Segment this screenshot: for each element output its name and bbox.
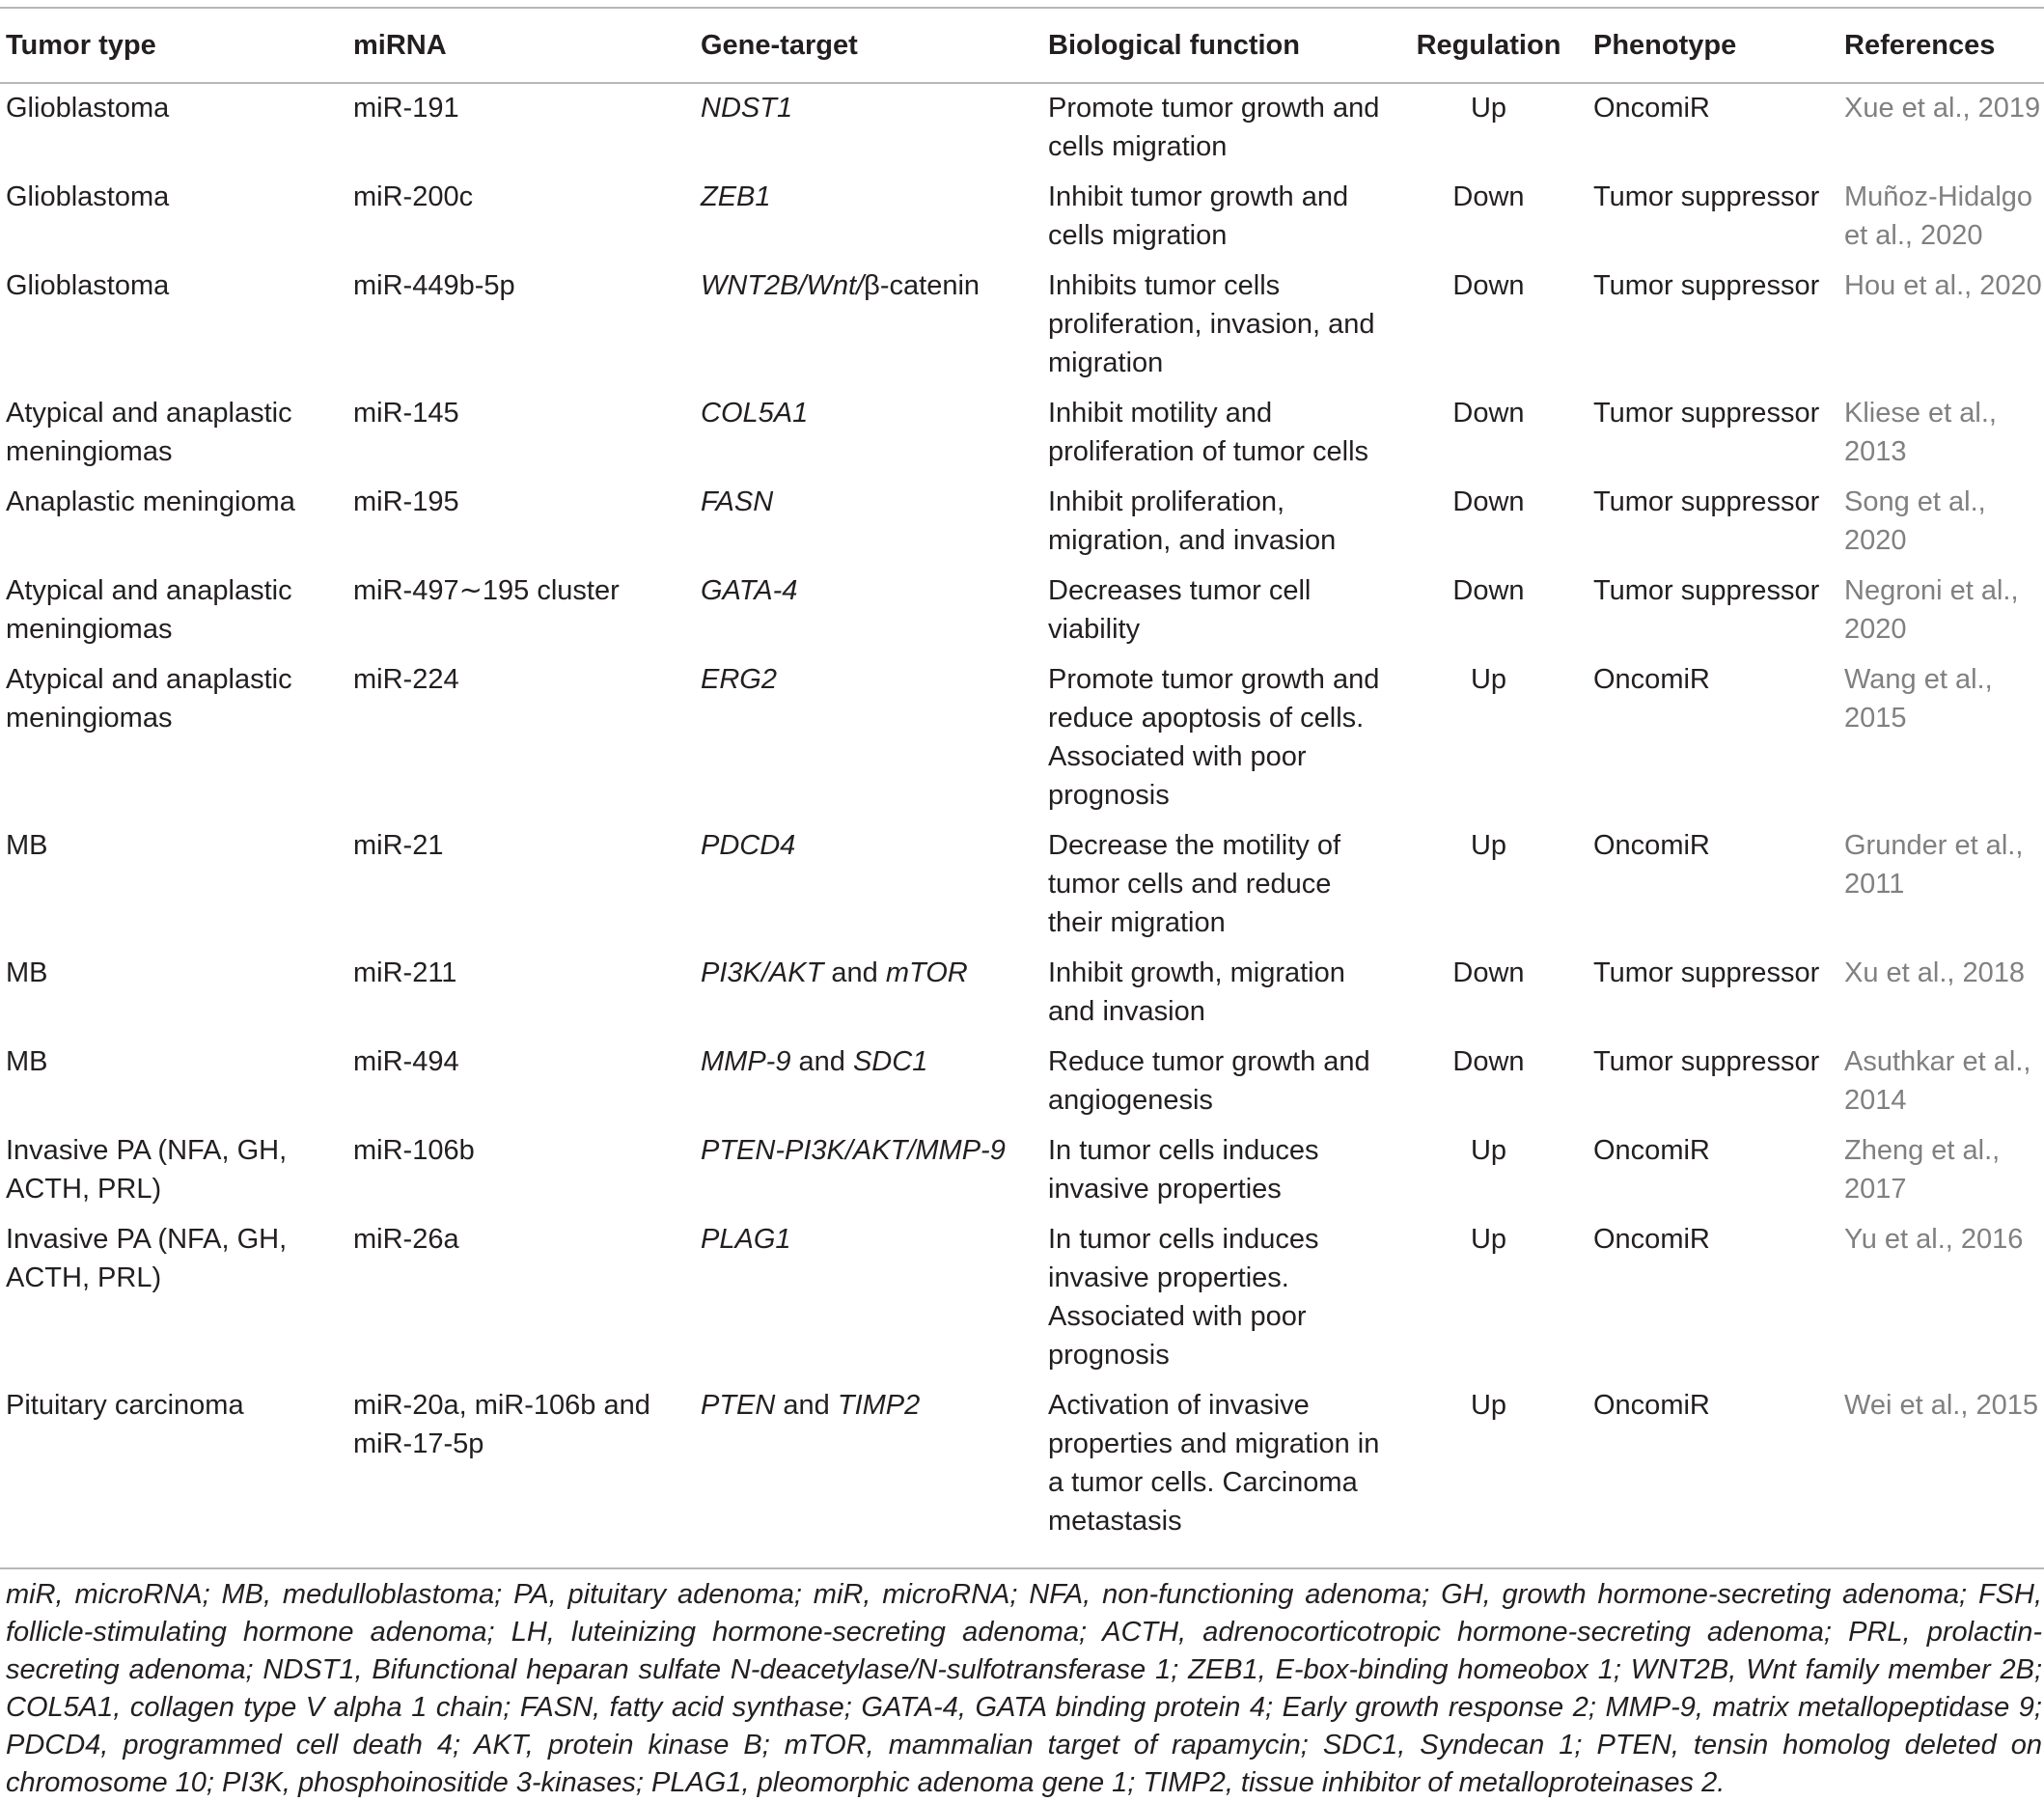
cell-phenotype: Tumor suppressor bbox=[1593, 486, 1820, 517]
cell-phenotype: Tumor suppressor bbox=[1593, 575, 1820, 606]
cell-biological-function: Inhibit proliferation, migration, and invasion bbox=[1048, 486, 1337, 556]
cell-gene-target: ERG2 bbox=[701, 664, 777, 695]
cell-phenotype: Tumor suppressor bbox=[1593, 270, 1820, 301]
cell-tumor-type: Glioblastoma bbox=[6, 93, 170, 124]
cell-biological-function: Promote tumor growth and cells migration bbox=[1048, 93, 1380, 162]
cell-regulation: Down bbox=[1452, 575, 1525, 606]
header-phenotype: Phenotype bbox=[1588, 8, 1838, 83]
gene-target-part: WNT2B/Wnt/ bbox=[701, 270, 865, 301]
cell-mirna: miR-21 bbox=[353, 830, 444, 861]
gene-target-conjunction: and bbox=[783, 1390, 830, 1421]
cell-biological-function: Reduce tumor growth and angiogenesis bbox=[1048, 1046, 1370, 1116]
table-row bbox=[0, 1215, 2044, 1381]
table-header bbox=[0, 8, 2044, 83]
cell-gene-target bbox=[695, 262, 1042, 389]
table-body bbox=[0, 83, 2044, 1554]
cell-phenotype: Tumor suppressor bbox=[1593, 398, 1820, 429]
cell-mirna: miR-20a, miR-106b and miR-17-5p bbox=[353, 1390, 650, 1459]
cell-regulation: Down bbox=[1452, 398, 1525, 429]
cell-mirna: miR-449b-5p bbox=[353, 270, 515, 301]
cell-phenotype: OncomiR bbox=[1593, 1390, 1710, 1421]
cell-gene-target: GATA-4 bbox=[701, 575, 798, 606]
cell-mirna: miR-26a bbox=[353, 1224, 459, 1255]
gene-target-part: mTOR bbox=[885, 957, 968, 988]
cell-reference-link[interactable]: Zheng et al., 2017 bbox=[1844, 1135, 2001, 1205]
cell-gene-target: FASN bbox=[701, 486, 774, 517]
cell-mirna: miR-494 bbox=[353, 1046, 459, 1077]
header-tumor-type: Tumor type bbox=[0, 8, 347, 83]
cell-phenotype: Tumor suppressor bbox=[1593, 1046, 1820, 1077]
gene-target-part: MMP-9 bbox=[701, 1046, 791, 1077]
gene-target-part: PTEN bbox=[701, 1390, 776, 1421]
cell-phenotype: OncomiR bbox=[1593, 93, 1710, 124]
cell-biological-function: Inhibit motility and proliferation of tumor cells bbox=[1048, 398, 1369, 467]
cell-gene-target: NDST1 bbox=[701, 93, 793, 124]
cell-reference-link[interactable]: Negroni et al., 2020 bbox=[1844, 575, 2019, 645]
cell-tumor-type: MB bbox=[6, 957, 48, 988]
table-row bbox=[0, 478, 2044, 567]
cell-gene-target bbox=[695, 949, 1042, 1038]
cell-reference-link[interactable]: Muñoz-Hidalgo et al., 2020 bbox=[1844, 181, 2033, 251]
cell-tumor-type: Atypical and anaplastic meningiomas bbox=[6, 664, 292, 734]
cell-reference-link[interactable]: Xu et al., 2018 bbox=[1844, 957, 2026, 988]
gene-target-part: β-catenin bbox=[864, 270, 981, 301]
table-row bbox=[0, 1038, 2044, 1126]
cell-tumor-type: Atypical and anaplastic meningiomas bbox=[6, 398, 292, 467]
table-row bbox=[0, 567, 2044, 655]
cell-gene-target: ZEB1 bbox=[701, 181, 771, 212]
header-regulation: Regulation bbox=[1390, 8, 1588, 83]
cell-regulation: Down bbox=[1452, 270, 1525, 301]
cell-reference-link[interactable]: Asuthkar et al., 2014 bbox=[1844, 1046, 2031, 1116]
cell-biological-function: Decreases tumor cell viability bbox=[1048, 575, 1312, 645]
cell-tumor-type: MB bbox=[6, 830, 48, 861]
cell-mirna: miR-200c bbox=[353, 181, 474, 212]
header-gene-target: Gene-target bbox=[695, 8, 1042, 83]
table-footnote: miR, microRNA; MB, medulloblastoma; PA, pituitary adenoma; miR, microRNA; NFA, non-functioning adenoma; GH, growth hormone-secreting adenoma; FSH, follicle-stimulating hormone adenoma; LH, luteinizing hormone-secreting adenoma; ACTH, adrenocorticotropic hormone-secreting adenoma; PRL, prolactin-secreting adenoma; NDST1, Bifunctional heparan sulfate N-deacetylase/N-sulfotransferase 1; ZEB1, E-box-binding homeobox 1; WNT2B, Wnt family member 2B; COL5A1, collagen type V alpha 1 chain; FASN, fatty acid synthase; GATA-4, GATA binding protein 4; Early growth response 2; MMP-9, matrix metallopeptidase 9; PDCD4, programmed cell death 4; AKT, protein kinase B; mTOR, mammalian target of rapamycin; SDC1, Syndecan 1; PTEN, tensin homolog deleted on chromosome 10; PI3K, phosphoinositide 3-kinases; PLAG1, pleomorphic adenoma gene 1; TIMP2, tissue inhibitor of metalloproteinases 2. bbox=[6, 1579, 2042, 1798]
cell-reference-link[interactable]: Wang et al., 2015 bbox=[1844, 664, 1993, 734]
cell-tumor-type: Anaplastic meningioma bbox=[6, 486, 295, 517]
gene-target-conjunction: and bbox=[798, 1046, 845, 1077]
cell-phenotype: Tumor suppressor bbox=[1593, 957, 1820, 988]
cell-regulation: Up bbox=[1470, 664, 1507, 695]
table-bottom-rule bbox=[0, 1567, 2044, 1569]
table-row bbox=[0, 83, 2044, 173]
cell-reference-link[interactable]: Grunder et al., 2011 bbox=[1844, 830, 2024, 900]
cell-phenotype: OncomiR bbox=[1593, 1135, 1710, 1166]
cell-tumor-type: Invasive PA (NFA, GH, ACTH, PRL) bbox=[6, 1135, 288, 1205]
cell-biological-function: Activation of invasive properties and migration in a tumor cells. Carcinoma metastasis bbox=[1048, 1390, 1380, 1537]
table-row bbox=[0, 1381, 2044, 1554]
cell-mirna: miR-211 bbox=[353, 957, 457, 988]
cell-tumor-type: Glioblastoma bbox=[6, 181, 170, 212]
cell-regulation: Down bbox=[1452, 181, 1525, 212]
cell-regulation: Up bbox=[1470, 830, 1507, 861]
gene-target-part: TIMP2 bbox=[837, 1390, 921, 1421]
table-row bbox=[0, 1126, 2044, 1215]
cell-regulation: Up bbox=[1470, 1224, 1507, 1255]
cell-regulation: Up bbox=[1470, 93, 1507, 124]
cell-mirna: miR-106b bbox=[353, 1135, 475, 1166]
table-row bbox=[0, 262, 2044, 389]
cell-tumor-type: MB bbox=[6, 1046, 48, 1077]
cell-tumor-type: Atypical and anaplastic meningiomas bbox=[6, 575, 292, 645]
cell-gene-target: PTEN-PI3K/AKT/MMP-9 bbox=[701, 1135, 1006, 1166]
cell-regulation: Up bbox=[1470, 1135, 1507, 1166]
cell-biological-function: In tumor cells induces invasive properties. Associated with poor prognosis bbox=[1048, 1224, 1319, 1371]
cell-regulation: Down bbox=[1452, 486, 1525, 517]
cell-biological-function: Decrease the motility of tumor cells and reduce their migration bbox=[1048, 830, 1341, 938]
cell-mirna: miR-224 bbox=[353, 664, 459, 695]
cell-gene-target: PLAG1 bbox=[701, 1224, 791, 1255]
header-references: References bbox=[1838, 8, 2044, 83]
cell-regulation: Down bbox=[1452, 1046, 1525, 1077]
cell-mirna: miR-145 bbox=[353, 398, 459, 429]
cell-mirna: miR-195 bbox=[353, 486, 459, 517]
cell-mirna: miR-191 bbox=[353, 93, 459, 124]
cell-gene-target: COL5A1 bbox=[701, 398, 809, 429]
cell-biological-function: In tumor cells induces invasive properties bbox=[1048, 1135, 1319, 1205]
cell-reference-link[interactable]: Wei et al., 2015 bbox=[1844, 1390, 2038, 1421]
cell-biological-function: Promote tumor growth and reduce apoptosis of cells. Associated with poor prognosis bbox=[1048, 664, 1380, 811]
cell-tumor-type: Pituitary carcinoma bbox=[6, 1390, 244, 1421]
cell-gene-target bbox=[695, 1381, 1042, 1554]
table-row bbox=[0, 949, 2044, 1038]
cell-biological-function: Inhibit tumor growth and cells migration bbox=[1048, 181, 1349, 251]
cell-regulation: Up bbox=[1470, 1390, 1507, 1421]
table-row bbox=[0, 821, 2044, 949]
cell-reference-link[interactable]: Xue et al., 2019 bbox=[1844, 93, 2041, 124]
cell-reference-link[interactable]: Song et al., 2020 bbox=[1844, 486, 1986, 556]
cell-biological-function: Inhibits tumor cells proliferation, invasion, and migration bbox=[1048, 270, 1375, 378]
header-row bbox=[0, 8, 2044, 83]
table-row bbox=[0, 655, 2044, 821]
header-biological-function: Biological function bbox=[1042, 8, 1390, 83]
cell-reference-link[interactable]: Hou et al., 2020 bbox=[1844, 270, 2042, 301]
cell-biological-function: Inhibit growth, migration and invasion bbox=[1048, 957, 1345, 1027]
table-row bbox=[0, 389, 2044, 478]
cell-gene-target bbox=[695, 1038, 1042, 1126]
gene-target-part: PI3K/AKT bbox=[701, 957, 824, 988]
cell-tumor-type: Invasive PA (NFA, GH, ACTH, PRL) bbox=[6, 1224, 288, 1293]
mirna-table bbox=[0, 7, 2044, 1554]
cell-phenotype: OncomiR bbox=[1593, 1224, 1710, 1255]
cell-reference-link[interactable]: Yu et al., 2016 bbox=[1844, 1224, 2024, 1255]
cell-phenotype: Tumor suppressor bbox=[1593, 181, 1820, 212]
cell-gene-target: PDCD4 bbox=[701, 830, 796, 861]
cell-regulation: Down bbox=[1452, 957, 1525, 988]
cell-mirna: miR-497∼195 cluster bbox=[353, 575, 620, 606]
cell-phenotype: OncomiR bbox=[1593, 830, 1710, 861]
header-mirna: miRNA bbox=[347, 8, 695, 83]
gene-target-conjunction: and bbox=[831, 957, 878, 988]
cell-tumor-type: Glioblastoma bbox=[6, 270, 170, 301]
cell-reference-link[interactable]: Kliese et al., 2013 bbox=[1844, 398, 1997, 467]
table-row bbox=[0, 173, 2044, 262]
gene-target-part: SDC1 bbox=[852, 1046, 928, 1077]
cell-phenotype: OncomiR bbox=[1593, 664, 1710, 695]
